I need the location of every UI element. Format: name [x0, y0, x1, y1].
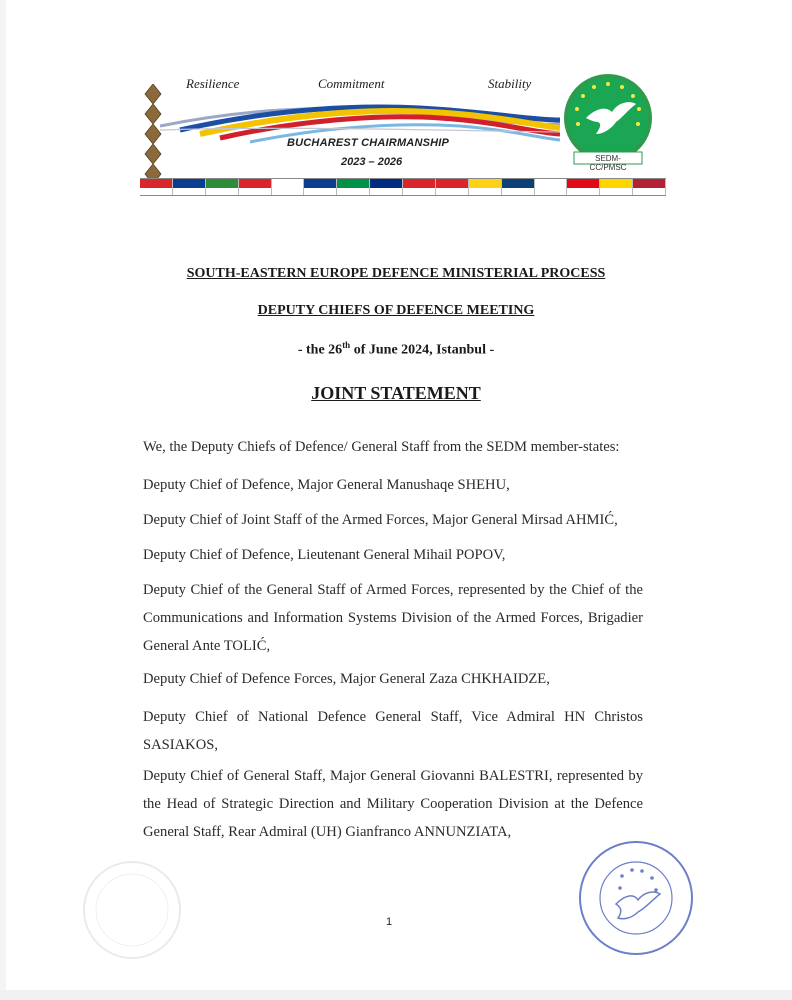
faint-seal-icon [80, 858, 184, 962]
chairmanship-banner [136, 68, 666, 196]
date-prefix: - the 26 [297, 342, 343, 358]
page-edge-bottom [0, 990, 792, 1000]
chairmanship-title: BUCHAREST CHAIRMANSHIP [287, 137, 450, 149]
flag-1 [173, 179, 206, 195]
flag-8 [403, 179, 436, 195]
signatory-bosnia: Deputy Chief of Joint Staff of the Armed Forces, Major General Mirsad AHMIĆ, [143, 512, 618, 528]
document-title: JOINT STATEMENT [311, 383, 481, 403]
flag-13 [567, 179, 600, 195]
meeting-heading: DEPUTY CHIEFS OF DEFENCE MEETING [257, 303, 535, 318]
motto-stability: Stability [488, 76, 532, 91]
signatory-greece: Deputy Chief of National Defence General Staff, Vice Admiral HN Christos SASIAKOS, [143, 709, 643, 753]
signatory-italy: Deputy Chief of General Staff, Major General Giovanni BALESTRI, represented by the Head of Strategic Direction and Military Cooperation Division at the Defence General Staff, Rear Admiral (UH) Gianfranco ANNUNZIATA, [143, 768, 643, 840]
logo-caption: SEDM-CC/PMSC [589, 154, 627, 172]
flag-10 [469, 179, 502, 195]
flag-6 [337, 179, 370, 195]
date-superscript: th [342, 340, 351, 350]
official-stamp-icon [576, 838, 696, 958]
chairmanship-years: 2023 – 2026 [341, 156, 403, 168]
intro-paragraph: We, the Deputy Chiefs of Defence/ General Staff from the SEDM member-states: [143, 439, 620, 455]
page-edge [0, 0, 6, 1000]
page-number: 1 [386, 916, 393, 928]
date-suffix: of June 2024, Istanbul - [350, 342, 495, 358]
flag-9 [436, 179, 469, 195]
signatory-georgia: Deputy Chief of Defence Forces, Major General Zaza CHKHAIDZE, [143, 671, 550, 687]
flag-12 [535, 179, 568, 195]
flag-11 [502, 179, 535, 195]
motto-resilience: Resilience [186, 76, 240, 91]
motto-commitment: Commitment [318, 76, 385, 91]
flag-2 [206, 179, 239, 195]
signatory-croatia: Deputy Chief of the General Staff of Armed Forces, represented by the Chief of the Communications and Information Systems Division of the Armed Forces, Brigadier General Ante TOLIĆ, [143, 582, 643, 654]
flag-4 [272, 179, 305, 195]
process-heading: SOUTH-EASTERN EUROPE DEFENCE MINISTERIAL PROCESS [186, 266, 606, 281]
signatory-bulgaria: Deputy Chief of Defence, Lieutenant General Mihail POPOV, [143, 547, 506, 563]
flag-strip [140, 178, 666, 196]
flag-14 [600, 179, 633, 195]
flag-7 [370, 179, 403, 195]
signatory-albania: Deputy Chief of Defence, Major General Manushaqe SHEHU, [143, 477, 510, 493]
flag-5 [304, 179, 337, 195]
flag-0 [140, 179, 173, 195]
flag-15 [633, 179, 666, 195]
meeting-date [0, 340, 792, 359]
flag-3 [239, 179, 272, 195]
